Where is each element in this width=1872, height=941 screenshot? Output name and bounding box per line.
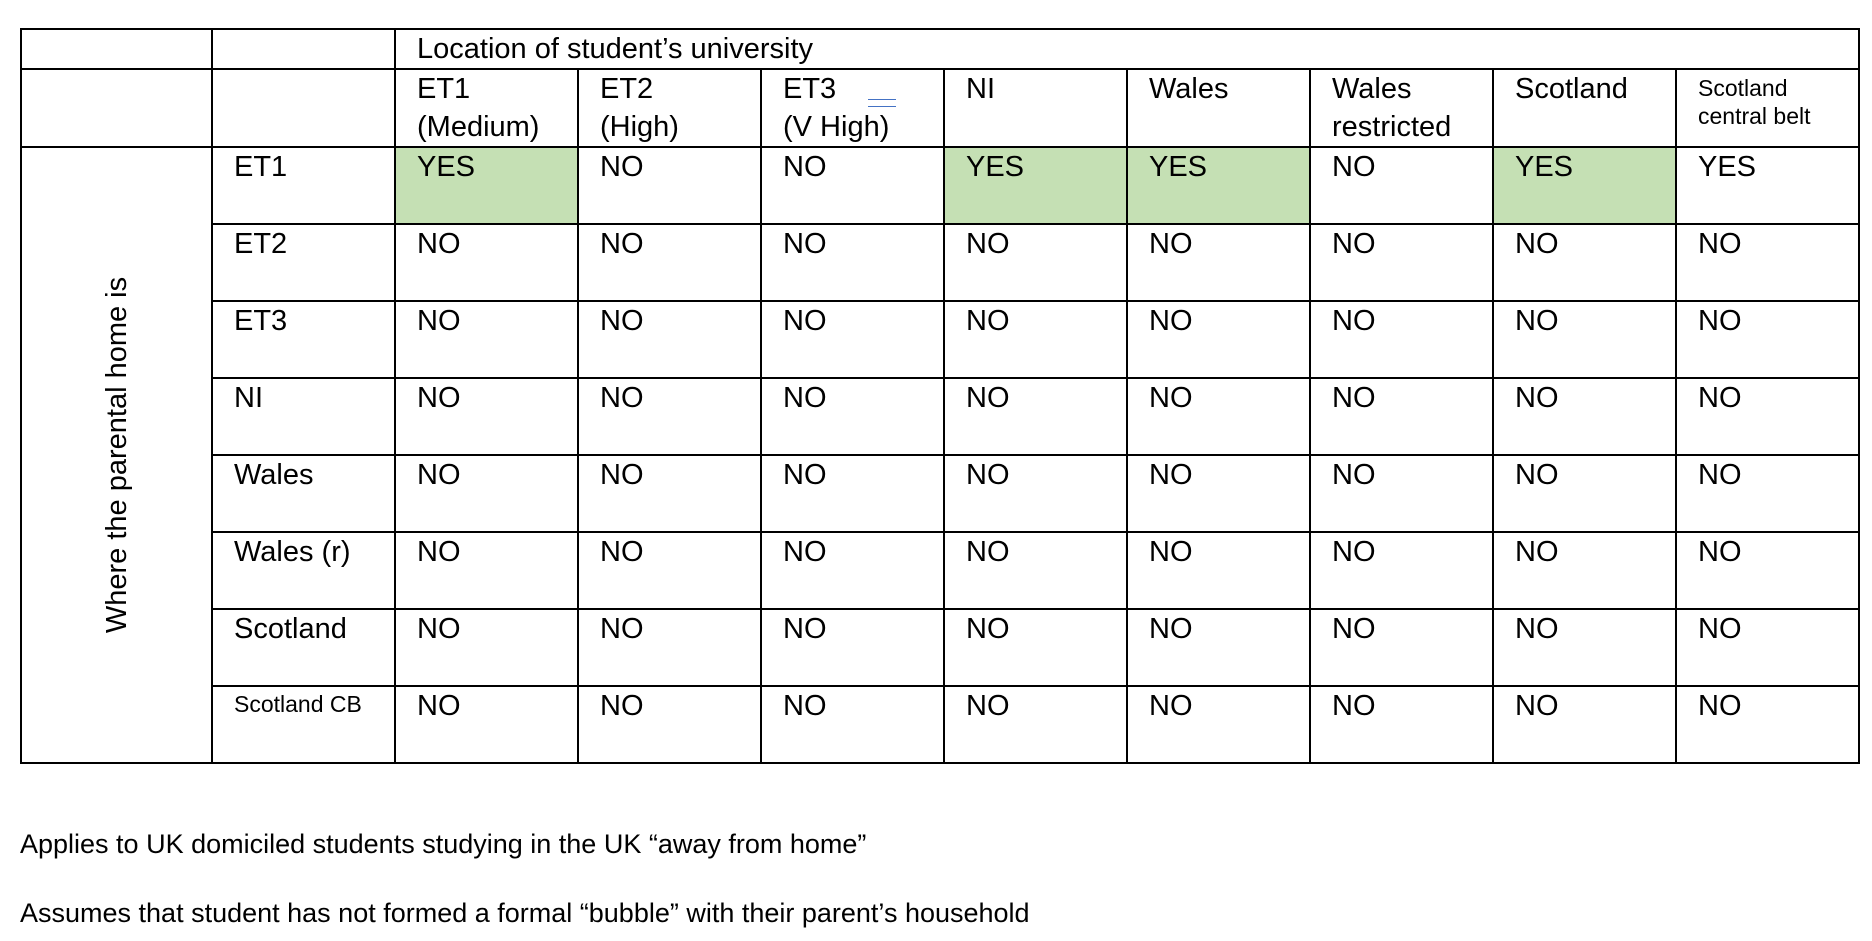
table-cell: NO [395,686,578,763]
table-cell: NO [1127,686,1310,763]
table-cell: YES [1493,147,1676,224]
table-cell: NO [578,224,761,301]
column-header-line: NI [966,73,995,105]
table-cell: NO [761,301,944,378]
table-cell: NO [578,378,761,455]
table-cell: YES [1676,147,1859,224]
row-label: NI [212,378,395,455]
table-cell: NO [944,686,1127,763]
table-cell: YES [395,147,578,224]
column-header-line: central belt [1698,103,1811,129]
table-cell: NO [1310,609,1493,686]
table-cell: NO [1676,378,1859,455]
column-header-line: ET1 [417,73,471,105]
row-label: ET2 [212,224,395,301]
table-cell: NO [1127,301,1310,378]
table-cell: NO [944,532,1127,609]
table-cell: NO [761,455,944,532]
row-label: ET1 [212,147,395,224]
corner-cell [21,69,212,147]
table-row [21,455,1859,532]
note-scope: Applies to UK domiciled students studying in the UK “away from home” [20,829,867,859]
table-cell: NO [395,455,578,532]
corner-cell [212,69,395,147]
column-header-line: Scotland [1515,73,1628,105]
table-cell: NO [395,378,578,455]
corner-cell [212,29,395,69]
table-cell: NO [1493,532,1676,609]
table-cell: NO [761,609,944,686]
table-cell: NO [1493,609,1676,686]
table-cell: NO [944,224,1127,301]
table-cell: NO [1127,378,1310,455]
table-cell: NO [944,378,1127,455]
column-header-line: (V High) [783,111,890,143]
table-cell: NO [578,147,761,224]
table-cell: NO [1676,455,1859,532]
table-row [21,609,1859,686]
table-cell: NO [1493,455,1676,532]
table-cell: NO [578,609,761,686]
column-header-line: (Medium) [417,111,540,143]
table-cell: NO [1310,224,1493,301]
column-header [944,69,1127,147]
column-header [1310,69,1493,147]
table-cell: NO [578,301,761,378]
table-row [21,532,1859,609]
table-cell: NO [761,532,944,609]
side-label: Where the parental home is [100,276,133,634]
table-cell: NO [1493,378,1676,455]
table-cell: NO [1127,609,1310,686]
column-header-line: ET2 [600,73,654,105]
note-bubble: Assumes that student has not formed a formal “bubble” with their parent’s household [20,898,1030,928]
table-cell: NO [395,301,578,378]
table-cell: NO [1676,686,1859,763]
row-label: Scotland [212,609,395,686]
column-header [395,69,578,147]
table-row [21,686,1859,763]
table-cell: NO [1310,686,1493,763]
table-cell: NO [395,224,578,301]
table-cell: NO [578,532,761,609]
row-label: ET3 [212,301,395,378]
parental-home-university-table [20,28,1860,764]
table-cell: NO [944,609,1127,686]
table-cell: NO [1493,301,1676,378]
table-cell: NO [761,378,944,455]
column-header [1127,69,1310,147]
table-cell: NO [1310,301,1493,378]
column-header-line: ET3 [783,73,837,105]
table-cell: NO [1676,609,1859,686]
side-label-cell [21,147,212,763]
table-row [21,224,1859,301]
table-row [21,301,1859,378]
column-header-line: Wales [1149,73,1229,105]
table-cell: NO [1676,224,1859,301]
table-cell: NO [761,224,944,301]
table-cell: NO [1127,532,1310,609]
comment-marker [868,99,896,107]
table-cell: NO [1310,147,1493,224]
column-header [578,69,761,147]
table-cell: NO [1310,532,1493,609]
column-header-line: Scotland [1698,75,1788,101]
table-title: Location of student’s university [395,29,1859,69]
column-header [761,69,944,147]
table-cell: NO [1493,224,1676,301]
corner-cell [21,29,212,69]
row-label: Wales [212,455,395,532]
table-cell: NO [1127,224,1310,301]
table-cell: NO [395,609,578,686]
table-cell: NO [1493,686,1676,763]
table-cell: NO [761,147,944,224]
table-cell: NO [1310,378,1493,455]
column-header-line: restricted [1332,111,1452,143]
table-cell: NO [1127,455,1310,532]
table-cell: NO [944,455,1127,532]
row-label: Wales (r) [212,532,395,609]
table-cell: NO [761,686,944,763]
column-header-line: Wales [1332,73,1412,105]
table-cell: NO [578,686,761,763]
table-cell: NO [1676,301,1859,378]
column-header [1676,69,1859,147]
table-cell: NO [1310,455,1493,532]
column-header-line: (High) [600,111,679,143]
table-cell: NO [944,301,1127,378]
table-row [21,378,1859,455]
table-cell: YES [944,147,1127,224]
column-header [1493,69,1676,147]
table-cell: NO [1676,532,1859,609]
table-cell: YES [1127,147,1310,224]
table-cell: NO [578,455,761,532]
table-row [21,147,1859,224]
table-cell: NO [395,532,578,609]
row-label: Scotland CB [212,686,395,763]
